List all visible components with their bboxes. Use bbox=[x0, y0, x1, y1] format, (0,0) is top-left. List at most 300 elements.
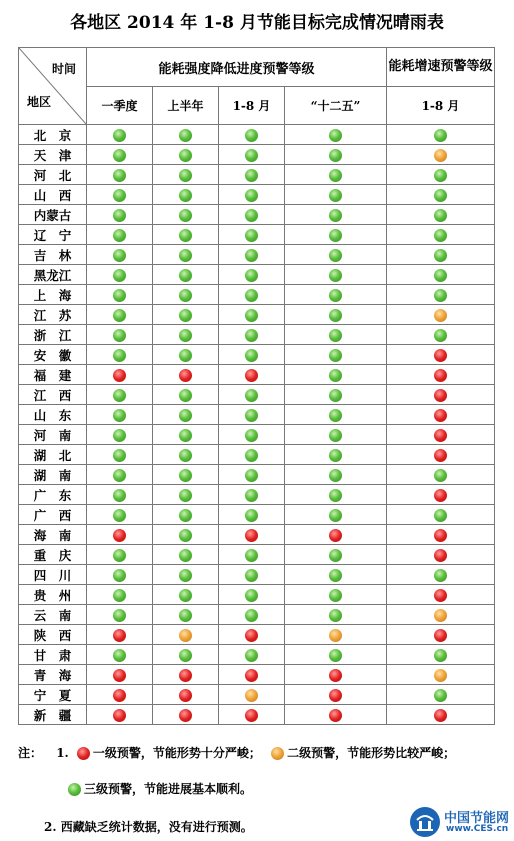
green-warning-icon bbox=[329, 489, 342, 502]
green-warning-icon bbox=[113, 589, 126, 602]
level-cell bbox=[87, 285, 153, 305]
level-cell bbox=[153, 425, 219, 445]
green-warning-icon bbox=[179, 449, 192, 462]
level-cell bbox=[387, 645, 495, 665]
green-warning-icon bbox=[329, 169, 342, 182]
logo-url: www.CES.cn bbox=[446, 824, 509, 834]
region-name: 辽 宁 bbox=[19, 225, 87, 245]
table-row bbox=[19, 365, 495, 385]
table-row bbox=[19, 605, 495, 625]
level-cell bbox=[387, 245, 495, 265]
green-warning-icon bbox=[113, 649, 126, 662]
site-logo[interactable] bbox=[410, 807, 510, 837]
level-cell bbox=[285, 385, 387, 405]
level-cell bbox=[153, 265, 219, 285]
green-warning-icon bbox=[329, 409, 342, 422]
level-cell bbox=[219, 565, 285, 585]
level-cell bbox=[219, 185, 285, 205]
level-cell bbox=[387, 285, 495, 305]
green-warning-icon bbox=[179, 429, 192, 442]
green-warning-icon bbox=[113, 409, 126, 422]
level-cell bbox=[387, 345, 495, 365]
level-cell bbox=[285, 245, 387, 265]
page-title: 各地区 2014 年 1-8 月节能目标完成情况晴雨表 bbox=[70, 13, 444, 33]
table-row bbox=[19, 405, 495, 425]
notes-line-3 bbox=[44, 818, 253, 835]
level-cell bbox=[387, 625, 495, 645]
level-cell bbox=[153, 385, 219, 405]
red-warning-icon bbox=[179, 709, 192, 722]
level-cell bbox=[153, 125, 219, 145]
level-cell bbox=[285, 265, 387, 285]
level-cell bbox=[153, 625, 219, 645]
level-cell bbox=[285, 445, 387, 465]
level-cell bbox=[219, 505, 285, 525]
red-warning-icon bbox=[329, 529, 342, 542]
green-warning-icon bbox=[113, 569, 126, 582]
red-warning-icon bbox=[329, 669, 342, 682]
red-warning-icon bbox=[329, 689, 342, 702]
table-row bbox=[19, 145, 495, 165]
region-name: 福 建 bbox=[19, 365, 87, 385]
table-row bbox=[19, 625, 495, 645]
table-row bbox=[19, 425, 495, 445]
level-cell bbox=[219, 665, 285, 685]
level-cell bbox=[219, 305, 285, 325]
level-cell bbox=[219, 205, 285, 225]
green-warning-icon bbox=[245, 309, 258, 322]
red-warning-icon bbox=[113, 629, 126, 642]
level-cell bbox=[387, 185, 495, 205]
level-cell bbox=[219, 365, 285, 385]
region-name: 黑龙江 bbox=[19, 265, 87, 285]
notes-line-2 bbox=[68, 780, 252, 797]
level-cell bbox=[87, 625, 153, 645]
col-header-h1: 上半年 bbox=[153, 87, 219, 125]
level-cell bbox=[87, 465, 153, 485]
level-cell bbox=[87, 565, 153, 585]
green-warning-icon bbox=[434, 129, 447, 142]
green-warning-icon bbox=[245, 449, 258, 462]
green-warning-icon bbox=[329, 229, 342, 242]
level-cell bbox=[285, 685, 387, 705]
level-cell bbox=[219, 465, 285, 485]
green-warning-icon bbox=[245, 469, 258, 482]
green-warning-icon bbox=[245, 649, 258, 662]
region-name: 广 东 bbox=[19, 485, 87, 505]
level-cell bbox=[153, 585, 219, 605]
group-header-growth: 能耗增速预警等级 bbox=[387, 48, 495, 87]
corner-region-label: 地区 bbox=[27, 95, 52, 109]
orange-warning-icon bbox=[271, 747, 284, 760]
green-warning-icon bbox=[113, 189, 126, 202]
level-cell bbox=[285, 485, 387, 505]
level-cell bbox=[285, 325, 387, 345]
level-cell bbox=[219, 145, 285, 165]
level-cell bbox=[219, 265, 285, 285]
level-cell bbox=[285, 585, 387, 605]
level-cell bbox=[87, 225, 153, 245]
green-warning-icon bbox=[179, 269, 192, 282]
level-cell bbox=[219, 545, 285, 565]
red-warning-icon bbox=[179, 669, 192, 682]
green-warning-icon bbox=[434, 569, 447, 582]
green-warning-icon bbox=[329, 569, 342, 582]
level-cell bbox=[387, 465, 495, 485]
green-warning-icon bbox=[245, 329, 258, 342]
level-cell bbox=[285, 345, 387, 365]
level-cell bbox=[153, 185, 219, 205]
level-cell bbox=[87, 545, 153, 565]
table-row bbox=[19, 385, 495, 405]
level-cell bbox=[219, 225, 285, 245]
green-warning-icon bbox=[179, 289, 192, 302]
green-warning-icon bbox=[113, 349, 126, 362]
region-name: 河 南 bbox=[19, 425, 87, 445]
green-warning-icon bbox=[113, 209, 126, 222]
level-cell bbox=[153, 485, 219, 505]
region-name: 安 徽 bbox=[19, 345, 87, 365]
red-warning-icon bbox=[434, 549, 447, 562]
red-warning-icon bbox=[434, 709, 447, 722]
green-warning-icon bbox=[329, 649, 342, 662]
red-warning-icon bbox=[77, 747, 90, 760]
green-warning-icon bbox=[113, 429, 126, 442]
ces-logo-icon bbox=[410, 807, 440, 837]
region-name: 吉 林 bbox=[19, 245, 87, 265]
region-name: 重 庆 bbox=[19, 545, 87, 565]
table-row bbox=[19, 245, 495, 265]
level-cell bbox=[153, 505, 219, 525]
orange-warning-icon bbox=[245, 689, 258, 702]
level-cell bbox=[153, 145, 219, 165]
level-cell bbox=[219, 325, 285, 345]
red-warning-icon bbox=[245, 629, 258, 642]
table-row bbox=[19, 185, 495, 205]
red-warning-icon bbox=[434, 529, 447, 542]
level-cell bbox=[219, 285, 285, 305]
green-warning-icon bbox=[245, 189, 258, 202]
green-warning-icon bbox=[245, 149, 258, 162]
region-name: 河 北 bbox=[19, 165, 87, 185]
green-warning-icon bbox=[245, 289, 258, 302]
green-warning-icon bbox=[329, 149, 342, 162]
level-cell bbox=[387, 525, 495, 545]
level-cell bbox=[387, 225, 495, 245]
header-corner bbox=[19, 48, 87, 125]
green-warning-icon bbox=[179, 409, 192, 422]
green-warning-icon bbox=[179, 309, 192, 322]
red-warning-icon bbox=[179, 689, 192, 702]
level-cell bbox=[285, 125, 387, 145]
green-warning-icon bbox=[113, 249, 126, 262]
level-cell bbox=[285, 425, 387, 445]
green-warning-icon bbox=[329, 369, 342, 382]
green-warning-icon bbox=[113, 449, 126, 462]
red-warning-icon bbox=[245, 669, 258, 682]
green-warning-icon bbox=[434, 249, 447, 262]
green-warning-icon bbox=[179, 149, 192, 162]
green-warning-icon bbox=[245, 249, 258, 262]
level-cell bbox=[153, 645, 219, 665]
level-cell bbox=[87, 525, 153, 545]
level-cell bbox=[219, 625, 285, 645]
red-warning-icon bbox=[245, 369, 258, 382]
green-warning-icon bbox=[329, 509, 342, 522]
green-warning-icon bbox=[179, 649, 192, 662]
level-cell bbox=[219, 165, 285, 185]
level-cell bbox=[285, 145, 387, 165]
green-warning-icon bbox=[434, 649, 447, 662]
level-cell bbox=[153, 245, 219, 265]
level-cell bbox=[87, 205, 153, 225]
level-cell bbox=[387, 505, 495, 525]
level-cell bbox=[387, 545, 495, 565]
level-cell bbox=[87, 265, 153, 285]
level-cell bbox=[87, 665, 153, 685]
level-cell bbox=[387, 565, 495, 585]
table-row bbox=[19, 345, 495, 365]
orange-warning-icon bbox=[434, 609, 447, 622]
red-warning-icon bbox=[434, 389, 447, 402]
red-warning-icon bbox=[434, 589, 447, 602]
level-cell bbox=[153, 305, 219, 325]
level-cell bbox=[153, 365, 219, 385]
level-cell bbox=[387, 665, 495, 685]
green-warning-icon bbox=[329, 189, 342, 202]
level-cell bbox=[285, 165, 387, 185]
green-warning-icon bbox=[434, 269, 447, 282]
green-warning-icon bbox=[113, 489, 126, 502]
level-cell bbox=[153, 565, 219, 585]
notes-prefix: 注： bbox=[18, 746, 43, 760]
green-warning-icon bbox=[179, 209, 192, 222]
green-warning-icon bbox=[245, 489, 258, 502]
region-name: 湖 南 bbox=[19, 465, 87, 485]
orange-warning-icon bbox=[329, 629, 342, 642]
green-warning-icon bbox=[434, 329, 447, 342]
level-cell bbox=[387, 605, 495, 625]
level-cell bbox=[285, 405, 387, 425]
table-row bbox=[19, 445, 495, 465]
region-name: 内蒙古 bbox=[19, 205, 87, 225]
table-row bbox=[19, 265, 495, 285]
green-warning-icon bbox=[113, 229, 126, 242]
level-cell bbox=[387, 705, 495, 725]
level-cell bbox=[153, 605, 219, 625]
green-warning-icon bbox=[113, 509, 126, 522]
level-cell bbox=[387, 305, 495, 325]
level-cell bbox=[285, 365, 387, 385]
red-warning-icon bbox=[329, 709, 342, 722]
table-row bbox=[19, 645, 495, 665]
level-cell bbox=[285, 565, 387, 585]
green-warning-icon bbox=[113, 549, 126, 562]
level-cell bbox=[87, 325, 153, 345]
level-cell bbox=[219, 425, 285, 445]
table-row bbox=[19, 685, 495, 705]
notes-number-1: 1. bbox=[56, 746, 69, 760]
red-warning-icon bbox=[434, 429, 447, 442]
green-warning-icon bbox=[179, 189, 192, 202]
green-warning-icon bbox=[113, 469, 126, 482]
level-cell bbox=[387, 325, 495, 345]
level-cell bbox=[153, 225, 219, 245]
green-warning-icon bbox=[179, 249, 192, 262]
level-cell bbox=[387, 425, 495, 445]
green-warning-icon bbox=[329, 249, 342, 262]
green-warning-icon bbox=[113, 329, 126, 342]
level-cell bbox=[387, 265, 495, 285]
note-level2: 二级预警，节能形势比较严峻； bbox=[287, 746, 456, 760]
level-cell bbox=[87, 445, 153, 465]
green-warning-icon bbox=[179, 509, 192, 522]
green-warning-icon bbox=[329, 269, 342, 282]
notes-line-1 bbox=[18, 744, 455, 761]
table-row bbox=[19, 705, 495, 725]
level-cell bbox=[285, 665, 387, 685]
warning-table bbox=[18, 47, 495, 725]
level-cell bbox=[153, 465, 219, 485]
green-warning-icon bbox=[245, 569, 258, 582]
green-warning-icon bbox=[329, 209, 342, 222]
level-cell bbox=[219, 685, 285, 705]
green-warning-icon bbox=[434, 169, 447, 182]
green-warning-icon bbox=[245, 269, 258, 282]
green-warning-icon bbox=[245, 209, 258, 222]
level-cell bbox=[219, 605, 285, 625]
level-cell bbox=[387, 205, 495, 225]
level-cell bbox=[387, 685, 495, 705]
red-warning-icon bbox=[113, 709, 126, 722]
green-warning-icon bbox=[434, 689, 447, 702]
orange-warning-icon bbox=[179, 629, 192, 642]
green-warning-icon bbox=[179, 589, 192, 602]
level-cell bbox=[153, 165, 219, 185]
green-warning-icon bbox=[329, 429, 342, 442]
table-row bbox=[19, 525, 495, 545]
red-warning-icon bbox=[179, 369, 192, 382]
green-warning-icon bbox=[179, 349, 192, 362]
level-cell bbox=[387, 165, 495, 185]
level-cell bbox=[87, 685, 153, 705]
level-cell bbox=[219, 705, 285, 725]
red-warning-icon bbox=[434, 629, 447, 642]
level-cell bbox=[387, 445, 495, 465]
green-warning-icon bbox=[179, 129, 192, 142]
green-warning-icon bbox=[245, 229, 258, 242]
level-cell bbox=[219, 485, 285, 505]
orange-warning-icon bbox=[434, 309, 447, 322]
green-warning-icon bbox=[179, 229, 192, 242]
level-cell bbox=[219, 645, 285, 665]
green-warning-icon bbox=[179, 169, 192, 182]
level-cell bbox=[387, 585, 495, 605]
level-cell bbox=[219, 345, 285, 365]
green-warning-icon bbox=[113, 149, 126, 162]
level-cell bbox=[219, 125, 285, 145]
green-warning-icon bbox=[329, 129, 342, 142]
level-cell bbox=[387, 485, 495, 505]
note-level1: 一级预警，节能形势十分严峻； bbox=[92, 746, 261, 760]
level-cell bbox=[153, 285, 219, 305]
red-warning-icon bbox=[113, 689, 126, 702]
red-warning-icon bbox=[113, 529, 126, 542]
level-cell bbox=[153, 525, 219, 545]
green-warning-icon bbox=[245, 509, 258, 522]
level-cell bbox=[285, 205, 387, 225]
green-warning-icon bbox=[245, 129, 258, 142]
region-name: 北 京 bbox=[19, 125, 87, 145]
region-name: 湖 北 bbox=[19, 445, 87, 465]
green-warning-icon bbox=[113, 389, 126, 402]
region-name: 贵 州 bbox=[19, 585, 87, 605]
green-warning-icon bbox=[329, 349, 342, 362]
red-warning-icon bbox=[245, 529, 258, 542]
level-cell bbox=[285, 645, 387, 665]
green-warning-icon bbox=[329, 309, 342, 322]
green-warning-icon bbox=[179, 489, 192, 502]
region-name: 青 海 bbox=[19, 665, 87, 685]
level-cell bbox=[87, 125, 153, 145]
level-cell bbox=[285, 705, 387, 725]
red-warning-icon bbox=[434, 449, 447, 462]
region-name: 江 西 bbox=[19, 385, 87, 405]
red-warning-icon bbox=[434, 349, 447, 362]
level-cell bbox=[387, 365, 495, 385]
green-warning-icon bbox=[245, 589, 258, 602]
region-name: 陕 西 bbox=[19, 625, 87, 645]
level-cell bbox=[87, 385, 153, 405]
level-cell bbox=[87, 585, 153, 605]
table-row bbox=[19, 565, 495, 585]
green-warning-icon bbox=[329, 469, 342, 482]
orange-warning-icon bbox=[434, 669, 447, 682]
level-cell bbox=[387, 145, 495, 165]
green-warning-icon bbox=[329, 389, 342, 402]
region-name: 宁 夏 bbox=[19, 685, 87, 705]
region-name: 云 南 bbox=[19, 605, 87, 625]
level-cell bbox=[87, 485, 153, 505]
table-body bbox=[19, 125, 495, 725]
region-name: 海 南 bbox=[19, 525, 87, 545]
level-cell bbox=[153, 545, 219, 565]
green-warning-icon bbox=[329, 589, 342, 602]
red-warning-icon bbox=[113, 369, 126, 382]
level-cell bbox=[285, 545, 387, 565]
level-cell bbox=[219, 405, 285, 425]
table-row bbox=[19, 125, 495, 145]
green-warning-icon bbox=[245, 389, 258, 402]
green-warning-icon bbox=[434, 469, 447, 482]
level-cell bbox=[285, 185, 387, 205]
table-row bbox=[19, 505, 495, 525]
corner-time-label: 时间 bbox=[51, 62, 76, 76]
green-warning-icon bbox=[113, 129, 126, 142]
green-warning-icon bbox=[329, 609, 342, 622]
green-warning-icon bbox=[113, 289, 126, 302]
level-cell bbox=[87, 425, 153, 445]
region-name: 浙 江 bbox=[19, 325, 87, 345]
level-cell bbox=[285, 525, 387, 545]
table-row bbox=[19, 165, 495, 185]
green-warning-icon bbox=[179, 529, 192, 542]
region-name: 天 津 bbox=[19, 145, 87, 165]
level-cell bbox=[153, 325, 219, 345]
level-cell bbox=[219, 385, 285, 405]
level-cell bbox=[387, 125, 495, 145]
red-warning-icon bbox=[113, 669, 126, 682]
